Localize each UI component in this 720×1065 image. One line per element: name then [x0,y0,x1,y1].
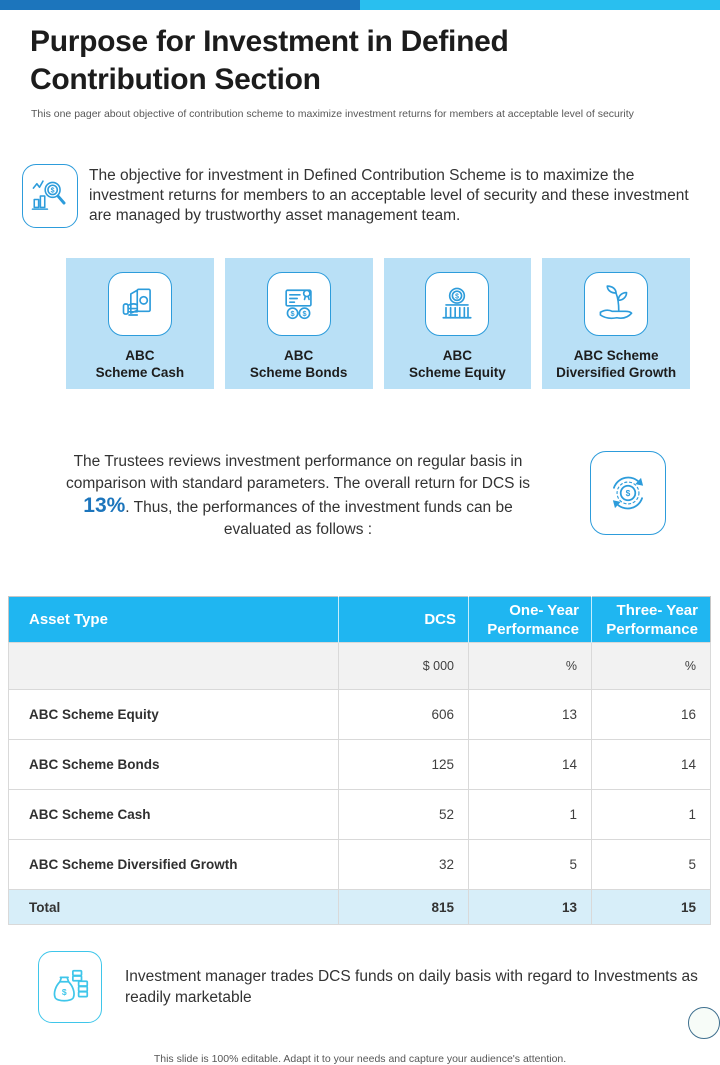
total-one-year: 13 [469,890,592,925]
card-scheme-equity [384,258,532,389]
total-dcs: 815 [339,890,469,925]
units-dcs: $ 000 [339,643,469,690]
objective-section [22,164,700,228]
investment-analysis-icon [22,164,78,228]
row-name: ABC Scheme Diversified Growth [9,840,339,890]
top-bar-light-segment [360,0,720,10]
card-label-line2: Scheme Equity [408,365,506,380]
row-dcs: 125 [339,740,469,790]
card-scheme-cash [66,258,214,389]
units-one-year: % [469,643,592,690]
card-label-line1: ABC Scheme [573,348,659,363]
top-accent-bar [0,0,720,10]
col-header-one-year: One- Year Performance [469,597,592,643]
row-three-year: 14 [592,740,711,790]
col-header-asset-type: Asset Type [9,597,339,643]
row-name: ABC Scheme Cash [9,790,339,840]
row-three-year: 1 [592,790,711,840]
row-three-year: 16 [592,690,711,740]
col-header-three-year: Three- Year Performance [592,597,711,643]
card-label [542,347,690,381]
performance-table [8,596,711,925]
table-total-row [9,890,711,925]
note-text: Investment manager trades DCS funds on daily basis with regard to Investments as readily marketable [125,968,698,1006]
row-three-year: 5 [592,840,711,890]
review-text [60,451,536,541]
dcs-return-highlight: 13% [83,494,126,517]
row-one-year: 5 [469,840,592,890]
review-text-before: The Trustees reviews investment performance on regular basis in comparison with standard parameters. The overall return for DCS is [65,453,531,492]
card-label-line1: ABC [442,348,472,363]
table-header-row [9,597,711,643]
card-label [384,347,532,381]
card-label [66,347,214,381]
cash-icon [108,272,172,336]
row-dcs: 32 [339,840,469,890]
units-three-year: % [592,643,711,690]
total-three-year: 15 [592,890,711,925]
table-row [9,690,711,740]
table-row [9,840,711,890]
card-scheme-bonds [225,258,373,389]
editable-disclaimer: This slide is 100% editable. Adapt it to your needs and capture your audience's attention. [153,1053,567,1065]
money-bag-icon [38,951,102,1023]
row-name: ABC Scheme Equity [9,690,339,740]
row-one-year: 14 [469,740,592,790]
row-one-year: 13 [469,690,592,740]
top-bar-dark-segment [0,0,360,10]
equity-icon [425,272,489,336]
total-label: Total [9,890,339,925]
bonds-icon [267,272,331,336]
card-label [225,347,373,381]
corner-circle-decoration [688,1007,720,1039]
page-title: Purpose for Investment in Defined Contribution Section [30,25,509,96]
row-name: ABC Scheme Bonds [9,740,339,790]
card-scheme-diversified-growth [542,258,690,389]
table-row [9,740,711,790]
units-empty-cell [9,643,339,690]
row-dcs: 606 [339,690,469,740]
svg-text:$: $ [61,987,67,998]
review-text-after: . Thus, the performances of the investment funds can be evaluated as follows : [125,499,513,538]
note-section [38,951,700,1023]
card-label-line1: ABC [125,348,155,363]
page-subtitle: This one pager about objective of contribution scheme to maximize investment returns for members at acceptable level of security [31,108,634,120]
objective-text: The objective for investment in Defined Contribution Scheme is to maximize the investment returns for members to an acceptable level of security and these investment are managed by trustworthy asset management team. [89,167,689,224]
card-label-line2: Scheme Bonds [249,365,348,380]
units-row [9,643,711,690]
scheme-cards [66,258,690,389]
svg-text:$: $ [455,293,460,301]
card-label-line2: Scheme Cash [95,365,185,380]
row-one-year: 1 [469,790,592,840]
review-section [60,451,680,541]
col-header-dcs: DCS [339,597,469,643]
svg-text:$: $ [50,187,55,195]
svg-text:$: $ [625,488,631,499]
table-row [9,790,711,840]
svg-text:$: $ [290,308,295,318]
growth-icon [584,272,648,336]
row-dcs: 52 [339,790,469,840]
card-label-line1: ABC [284,348,314,363]
investment-cycle-icon [590,451,666,535]
card-label-line2: Diversified Growth [556,365,677,380]
svg-text:$: $ [302,308,307,318]
